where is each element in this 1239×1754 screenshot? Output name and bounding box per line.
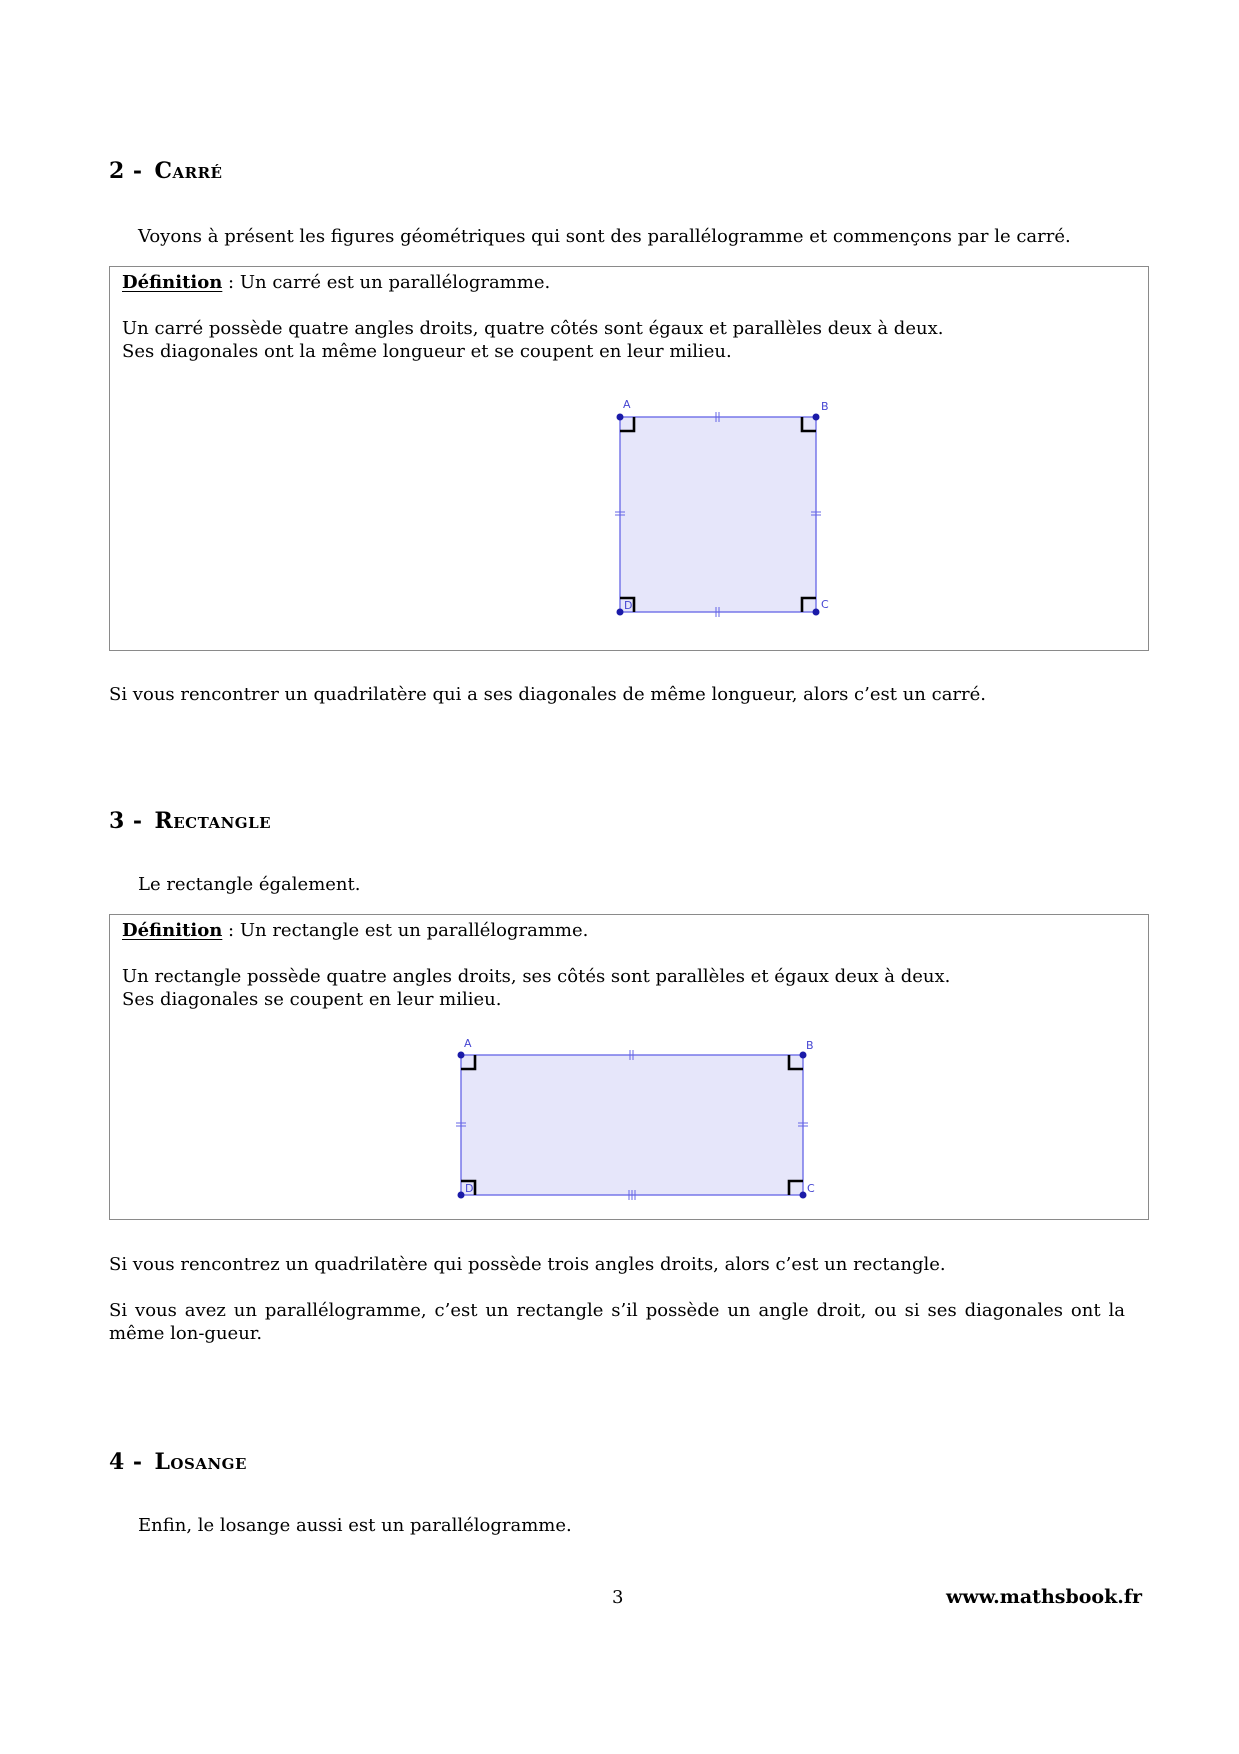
definition-line [122, 271, 550, 294]
section-number: 2 [109, 158, 125, 184]
vertex-label-a: A [464, 1037, 472, 1050]
page-number: 3 [612, 1587, 624, 1608]
vertex-label-d: D [624, 599, 633, 612]
vertex-label-c: C [807, 1182, 815, 1195]
section-dash: - [132, 808, 143, 834]
vertex-label-b: B [806, 1039, 814, 1052]
definition-label: Définition [122, 272, 223, 293]
rectangle-figure [440, 1038, 840, 1208]
rectangle-conclusion-1: Si vous rencontrez un quadrilatère qui possède trois angles droits, alors c’est un rectangle. [109, 1254, 946, 1275]
section-title-carre [109, 158, 222, 184]
carre-intro: Voyons à présent les figures géométriques qui sont des parallélogramme et commençons par le carré. [138, 226, 1071, 247]
square-figure [530, 395, 829, 625]
section-title-text: Rectangle [154, 808, 272, 834]
definition-line [122, 919, 588, 942]
definition-label: Définition [122, 920, 223, 941]
losange-intro: Enfin, le losange aussi est un parallélogramme. [138, 1515, 572, 1536]
section-dash: - [132, 1449, 143, 1475]
vertex-label-a: A [623, 398, 631, 411]
section-number: 4 [109, 1449, 125, 1475]
vertex-label-b: B [821, 400, 829, 413]
rectangle-conclusion-2: Si vous avez un parallélogramme, c’est un rectangle s’il possède un angle droit, ou si ses diagonales ont la même lon-gueur. [109, 1300, 1125, 1344]
definition-text: : Un carré est un parallélogramme. [222, 272, 551, 293]
definition-property-1: Un rectangle possède quatre angles droits, ses côtés sont parallèles et égaux deux à deux. [122, 966, 951, 987]
definition-box-carre [109, 266, 1149, 651]
footer-site-url: www.mathsbook.fr [946, 1586, 1143, 1608]
section-title-text: Carré [154, 158, 223, 184]
vertex-label-c: C [821, 598, 829, 611]
carre-conclusion: Si vous rencontrer un quadrilatère qui a ses diagonales de même longueur, alors c’est un carré. [109, 684, 987, 705]
vertex-label-d: D [465, 1182, 474, 1195]
definition-property-2: Ses diagonales ont la même longueur et se coupent en leur milieu. [122, 341, 732, 362]
section-title-rectangle [109, 808, 271, 834]
rectangle-intro: Le rectangle également. [138, 874, 361, 895]
definition-property-1: Un carré possède quatre angles droits, quatre côtés sont égaux et parallèles deux à deux. [122, 318, 944, 339]
section-title-losange [109, 1449, 247, 1475]
section-title-text: Losange [154, 1449, 247, 1475]
definition-property-2: Ses diagonales se coupent en leur milieu. [122, 989, 502, 1010]
rectangle-shape [461, 1055, 803, 1195]
definition-box-rectangle [109, 914, 1149, 1220]
section-dash: - [132, 158, 143, 184]
square-shape [620, 417, 816, 612]
section-number: 3 [109, 808, 125, 834]
definition-text: : Un rectangle est un parallélogramme. [222, 920, 589, 941]
